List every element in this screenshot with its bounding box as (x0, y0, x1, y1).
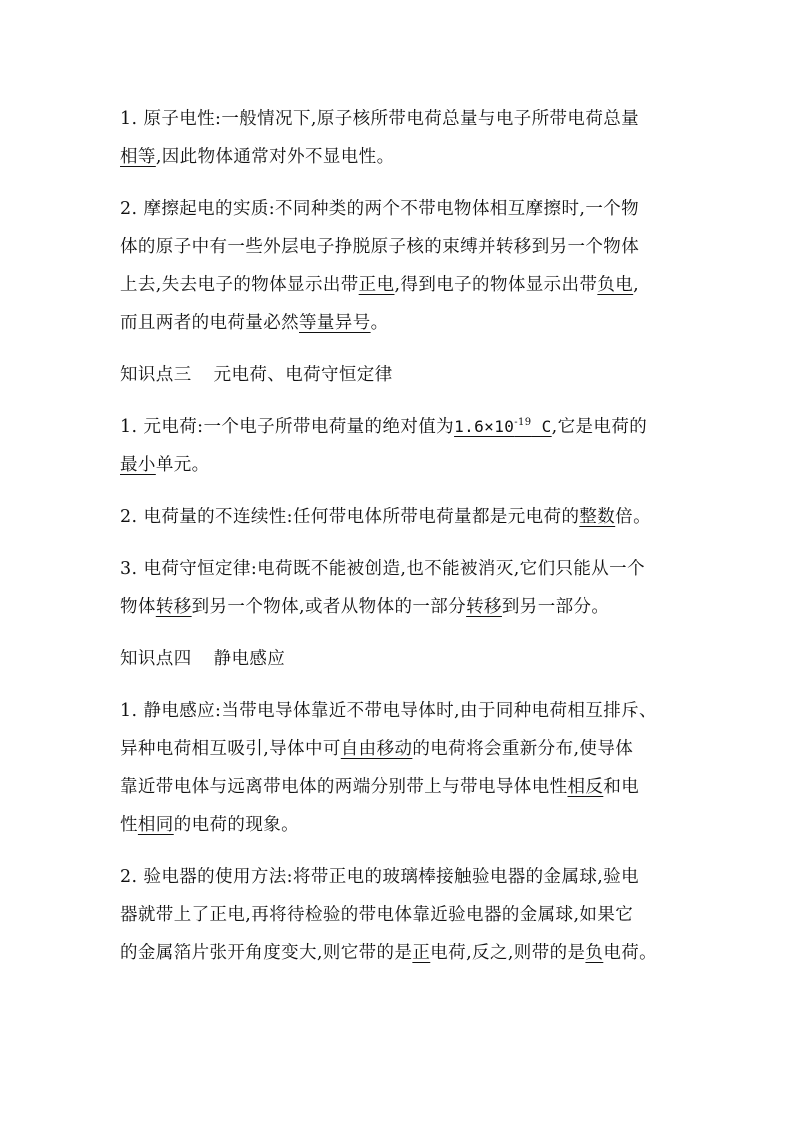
text-run: ,得到电子的物体显示出带 (394, 275, 598, 295)
text-line (120, 858, 720, 896)
exponent: -19 (514, 417, 532, 428)
answer-blank: 正电 (358, 275, 395, 295)
heading-title: 静电感应 (213, 649, 286, 669)
text-line (120, 100, 720, 138)
text-line (120, 588, 720, 626)
text-run: ,它是电荷的 (551, 417, 648, 437)
answer-blank: 负 (585, 943, 604, 963)
paragraph-charge-quantization (120, 498, 720, 536)
text-line (120, 408, 720, 446)
text-run: 3. 电荷守恒定律:电荷既不能被创造,也不能被消灭,它们只能从一个 (120, 559, 645, 579)
text-run: 1. 元电荷:一个电子所带电荷量的绝对值为 (120, 417, 455, 437)
text-run: 的电荷将会重新分布,使导体 (412, 739, 634, 759)
text-run: 的金属箔片张开角度变大,则它带的是 (120, 943, 413, 963)
text-line (120, 498, 720, 536)
text-line (120, 896, 720, 934)
text-line (120, 266, 720, 304)
text-run: , (633, 275, 640, 295)
text-line (120, 138, 720, 176)
text-run: 到另一部分。 (501, 597, 610, 617)
answer-blank: 转移 (155, 597, 192, 617)
paragraph-electroscope (120, 858, 720, 972)
text-run: 2. 摩擦起电的实质:不同种类的两个不带电物体相互摩擦时,一个物 (120, 199, 640, 219)
paragraph-elementary-charge (120, 408, 720, 484)
answer-blank: 负电 (597, 275, 634, 295)
answer-blank: 相等 (120, 147, 156, 167)
answer-blank: 正 (412, 943, 431, 963)
text-run: 1. 原子电性:一般情况下,原子核所带电荷总量与电子所带电荷总量 (120, 109, 640, 129)
text-run: 到另一个物体,或者从物体的一部分 (191, 597, 467, 617)
text-run: 2. 电荷量的不连续性:任何带电体所带电荷量都是元电荷的 (120, 507, 580, 527)
heading-label: 知识点四 (120, 649, 192, 669)
charge-value: 1.6×10 (454, 417, 515, 436)
text-line (120, 550, 720, 588)
text-run: 体的原子中有一些外层电子挣脱原子核的束缚并转移到另一个物体 (120, 237, 640, 257)
text-run: 和电 (603, 777, 640, 797)
text-run: 2. 验电器的使用方法:将带正电的玻璃棒接触验电器的金属球,验电 (120, 867, 640, 887)
text-line (120, 304, 720, 342)
text-run: 电荷。 (603, 943, 658, 963)
answer-blank: 转移 (466, 597, 502, 617)
text-line (120, 730, 720, 768)
answer-blank: 自由移动 (340, 739, 413, 759)
text-run: 器就带上了正电,再将待检验的带电体靠近验电器的金属球,如果它 (120, 905, 634, 925)
answer-blank: 等量异号 (299, 313, 371, 333)
text-line (120, 228, 720, 266)
text-run: 单元。 (155, 455, 210, 475)
text-line (120, 692, 720, 730)
heading-title: 元电荷、电荷守恒定律 (213, 365, 393, 385)
answer-blank: 整数 (579, 507, 616, 527)
section-heading-4 (120, 640, 720, 678)
text-run: 性 (120, 815, 138, 835)
section-heading-3 (120, 356, 720, 394)
text-line (120, 768, 720, 806)
paragraph-electrostatic-induction (120, 692, 720, 844)
text-run: 电荷,反之,则带的是 (430, 943, 586, 963)
answer-blank: 相反 (567, 777, 604, 797)
heading-label: 知识点三 (120, 365, 192, 385)
text-line (120, 190, 720, 228)
text-run: 1. 静电感应:当带电导体靠近不带电导体时,由于同种电荷相互排斥、 (120, 701, 657, 721)
text-run: 的电荷的现象。 (173, 815, 300, 835)
text-run: 。 (370, 313, 389, 333)
paragraph-friction-charging (120, 190, 720, 342)
unit: C (531, 417, 552, 436)
answer-blank: 最小 (120, 455, 156, 475)
answer-blank: 相同 (137, 815, 174, 835)
document-page (120, 100, 720, 986)
text-run: 物体 (120, 597, 156, 617)
answer-blank (454, 417, 552, 437)
text-line (120, 806, 720, 844)
text-run: 上去,失去电子的物体显示出带 (120, 275, 359, 295)
paragraph-charge-conservation (120, 550, 720, 626)
text-run: 靠近带电体与远离带电体的两端分别带上与带电导体电性 (120, 777, 568, 797)
text-line (120, 446, 720, 484)
text-line (120, 934, 720, 972)
text-run: 异种电荷相互吸引,导体中可 (120, 739, 341, 759)
text-run: 而且两者的电荷量必然 (120, 313, 299, 333)
text-run: ,因此物体通常对外不显电性。 (155, 147, 395, 167)
paragraph-atomic-charge (120, 100, 720, 176)
text-run: 倍。 (615, 507, 651, 527)
